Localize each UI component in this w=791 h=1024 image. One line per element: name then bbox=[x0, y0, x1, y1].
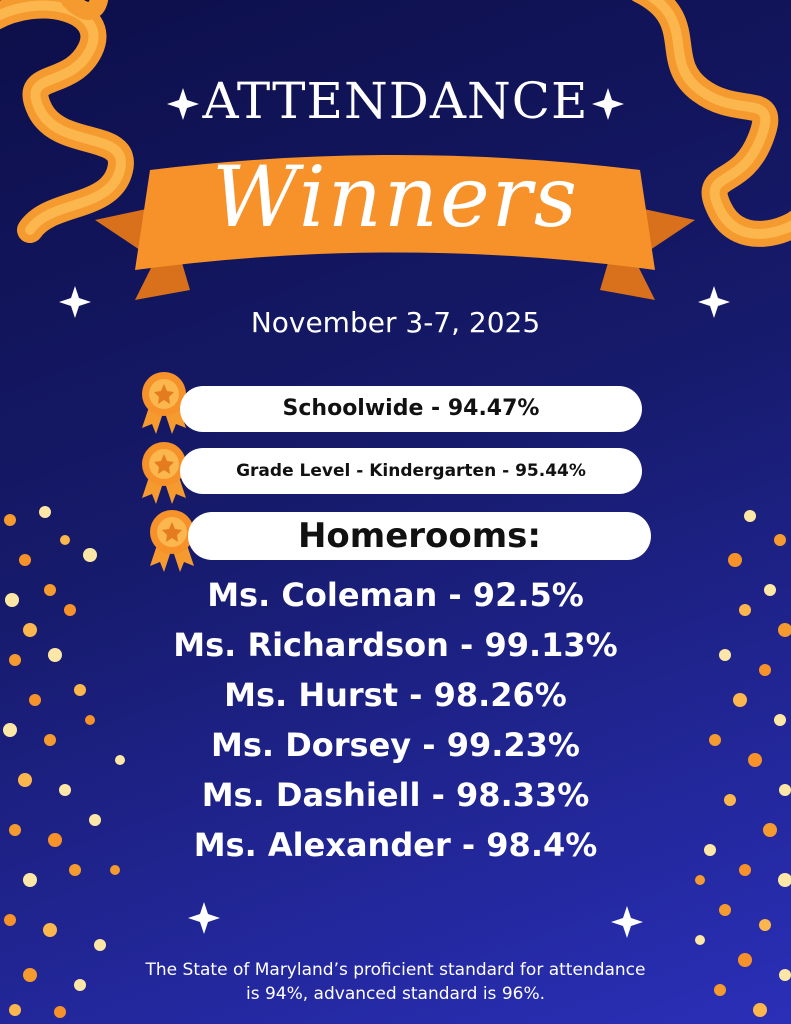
date-range: November 3-7, 2025 bbox=[250, 306, 541, 339]
list-item: Ms. Alexander - 98.4% bbox=[193, 826, 598, 864]
footer-line-2: is 94%, advanced standard is 96%. bbox=[245, 984, 546, 1004]
homerooms-heading-pill bbox=[188, 512, 651, 560]
sparkle-icon bbox=[611, 906, 643, 938]
grade-level-pill bbox=[180, 448, 642, 494]
list-item: Ms. Dorsey - 99.23% bbox=[211, 726, 580, 764]
page-title: ATTENDANCE bbox=[202, 72, 589, 130]
sparkle-icon bbox=[188, 902, 220, 934]
list-item: Ms. Hurst - 98.26% bbox=[224, 676, 567, 714]
footer-note bbox=[60, 958, 731, 1006]
winners-script-title: Winners bbox=[212, 148, 579, 246]
homerooms-heading: Homerooms: bbox=[297, 516, 542, 556]
list-item: Ms. Richardson - 99.13% bbox=[173, 626, 618, 664]
grade-level-label: Grade Level - Kindergarten - 95.44% bbox=[236, 461, 586, 481]
footer-line-1: The State of Maryland’s proficient standard for attendance bbox=[145, 960, 646, 980]
list-item: Ms. Dashiell - 98.33% bbox=[201, 776, 590, 814]
list-item: Ms. Coleman - 92.5% bbox=[207, 576, 584, 614]
homeroom-list bbox=[0, 570, 791, 870]
schoolwide-pill bbox=[180, 386, 642, 432]
schoolwide-label: Schoolwide - 94.47% bbox=[282, 396, 540, 421]
